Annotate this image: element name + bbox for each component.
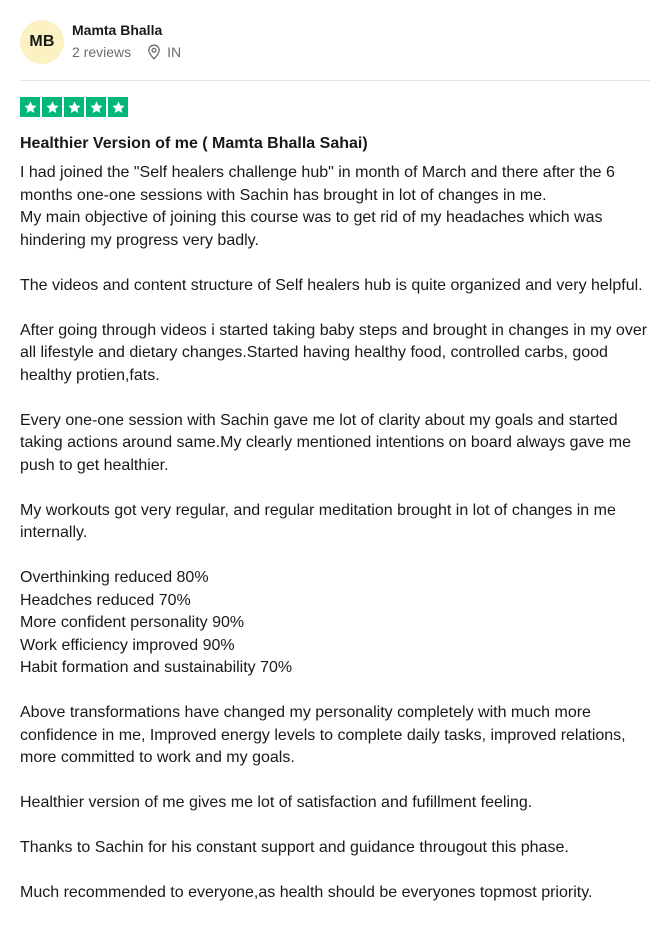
star-icon (86, 97, 106, 117)
reviews-count: 2 reviews (72, 44, 132, 60)
reviewer-country: IN (167, 44, 182, 60)
reviewer-subline (72, 42, 181, 62)
reviewer-name[interactable]: Mamta Bhalla (72, 22, 163, 38)
reviewer-header (20, 20, 181, 64)
star-rating (20, 97, 130, 117)
divider (20, 80, 650, 81)
review-title[interactable]: Healthier Version of me ( Mamta Bhalla Sahai) (20, 135, 368, 152)
star-icon (42, 97, 62, 117)
star-icon (20, 97, 40, 117)
star-icon (64, 97, 84, 117)
avatar[interactable]: MB (20, 20, 64, 64)
review-body: I had joined the "Self healers challenge hub" in month of March and there after the 6 months one-one sessions with Sachin has brought in lot of changes in me. My main objective of joining this course was to get rid of my headaches which was hindering my progress very badly. The videos and content structure of Self healers hub is quite organized and very helpful. After going through videos i started taking baby steps and brought in changes in my over all lifestyle and dietary changes.Started having healthy food, controlled carbs, good healthy protien,fats. Every one-one session with Sachin gave me lot of clarity about my goals and started taking actions around same.My clearly mentioned intentions on board always gave me push to get healthier. My workouts got very regular, and regular meditation brought in lot of changes in me internally. Overthinking reduced 80% Headches reduced 70% More confident personality 90% Work efficiency improved 90% Habit formation and sustainability 70% Above transformations have changed my personality completely with much more confidence in me, Improved energy levels to complete daily tasks, improved relations, more committed to work and my goals. Healthier version of me gives me lot of satisfaction and fufillment feeling. Thanks to Sachin for his constant support and guidance througout this phase. Much recommended to everyone,as health should be everyones topmost priority. (20, 164, 648, 901)
reviewer-meta (72, 22, 181, 62)
location-pin-icon (147, 44, 161, 60)
star-icon (108, 97, 128, 117)
